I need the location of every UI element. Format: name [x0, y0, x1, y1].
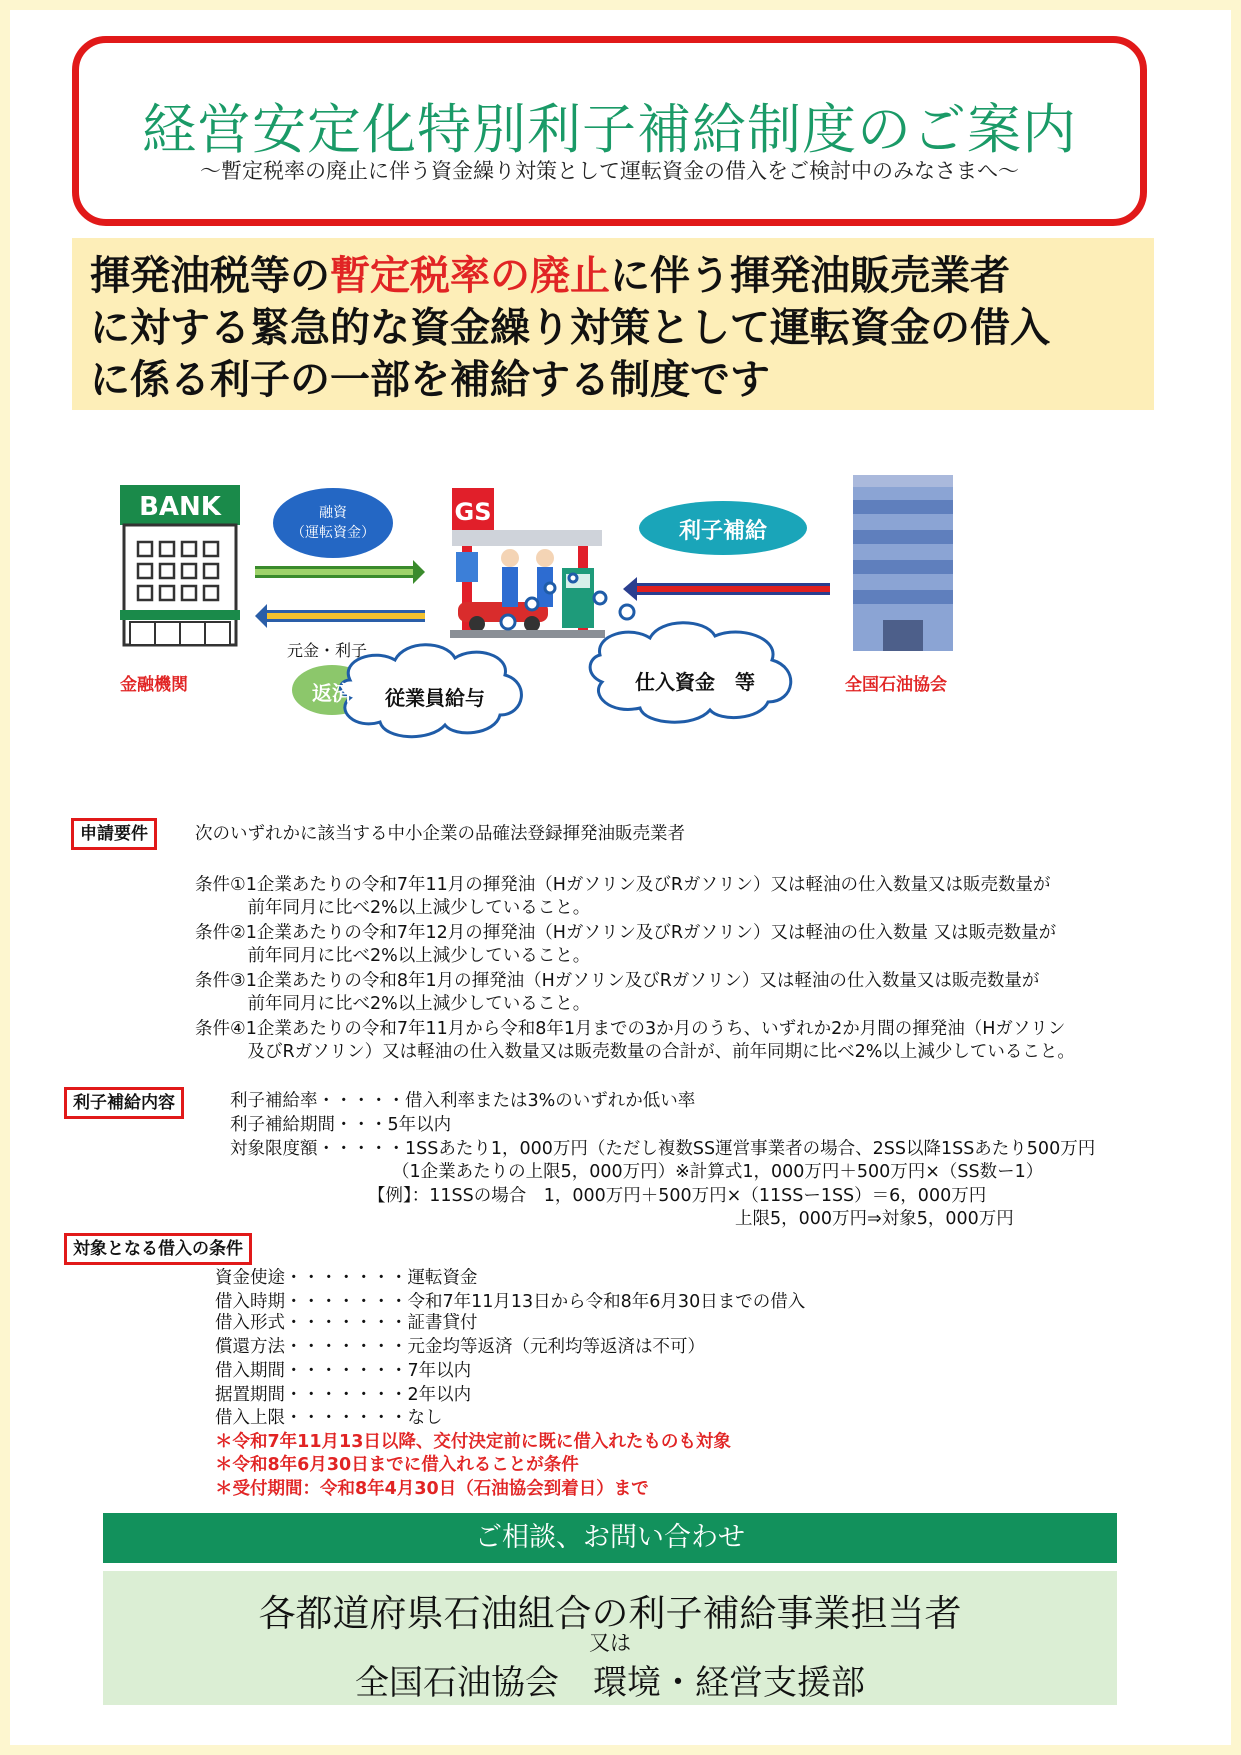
bank-label: 金融機関: [120, 675, 188, 695]
page-subtitle: ～暫定税率の廃止に伴う資金繰り対策として運転資金の借入をご検討中のみなさまへ～: [200, 159, 1019, 183]
loan-line: 借入期間・・・・・・・7年以内: [215, 1361, 472, 1381]
lead-highlight: 暫定税率の廃止: [330, 253, 610, 299]
contact-body: [103, 1571, 1117, 1705]
subsidy-label: 利子補給: [678, 519, 767, 544]
lead-line-1: [90, 244, 1010, 301]
flow-diagram: [100, 470, 1140, 800]
repay-arrow-icon: [255, 604, 425, 628]
subsidy-example: 【例】：11SSの場合 1，000万円＋500万円×（11SSー1SS）＝6，000万円: [368, 1186, 987, 1206]
subsidy-line: （1企業あたりの上限5，000万円）※計算式1，000万円＋500万円×（SS数ー1）: [392, 1162, 1044, 1182]
lead-box: [72, 238, 1154, 410]
lead-line-3: に係る利子の一部を補給する制度です: [90, 357, 770, 403]
association-label: 全国石油協会: [845, 675, 947, 695]
contact-header: ご相談、お問い合わせ: [103, 1513, 1117, 1563]
diagram-graphics: [100, 470, 1140, 800]
cloud-salary-label: 従業員給与: [385, 686, 485, 710]
subsidy-example-cap: 上限5，000万円⇒対象5，000万円: [735, 1209, 1014, 1229]
loan-line: 借入形式・・・・・・・証書貸付: [215, 1313, 478, 1333]
subsidy-tag: 利子補給内容: [64, 1087, 184, 1119]
requirements-intro: 次のいずれかに該当する中小企業の品確法登録揮発油販売業者: [195, 824, 685, 844]
lead-line-1-post: に伴う揮発油販売業者: [610, 253, 1010, 299]
requirements-tag: 申請要件: [71, 818, 157, 850]
association-building-icon: [853, 475, 953, 651]
loan-line: 借入上限・・・・・・・なし: [215, 1408, 443, 1428]
repayment-label: 返済: [312, 681, 352, 705]
loan-line: 償還方法・・・・・・・元金均等返済（元利均等返済は不可）: [215, 1337, 705, 1357]
gs-sign: GS: [454, 498, 492, 526]
loan-line: 借入時期・・・・・・・令和7年11月13日から令和8年6月30日までの借入: [215, 1292, 806, 1312]
condition-line: 条件③1企業あたりの令和8年1月の揮発油（Hガソリン及びRガソリン）又は軽油の仕入数量又は販売数量が: [195, 971, 1040, 991]
lead-line-1-pre: 揮発油税等の: [90, 253, 330, 299]
condition-line: 条件④1企業あたりの令和7年11月から令和8年1月までの3か月のうち、いずれか2か月間の揮発油（Hガソリン: [195, 1019, 1066, 1039]
condition-line: 条件②1企業あたりの令和7年12月の揮発油（Hガソリン及びRガソリン）又は軽油の仕入数量 又は販売数量が: [195, 923, 1057, 943]
contact-line-1: 各都道府県石油組合の利子補給事業担当者: [258, 1592, 962, 1635]
condition-line: 前年同月に比べ2%以上減少していること。: [195, 898, 591, 918]
loan-label-1: 融資: [319, 505, 347, 521]
loan-note: ＊令和7年11月13日以降、交付決定前に既に借入れたものも対象: [215, 1432, 731, 1452]
contact-line-3: 全国石油協会 環境・経営支援部: [355, 1663, 865, 1703]
loan-tag: 対象となる借入の条件: [64, 1233, 252, 1265]
page-title: 経営安定化特別利子補給制度のご案内: [142, 98, 1077, 161]
subsidy-line: 対象限度額・・・・・1SSあたり1，000万円（ただし複数SS運営事業者の場合、2SS以降1SSあたり500万円: [230, 1139, 1096, 1159]
loan-line: 据置期間・・・・・・・2年以内: [215, 1385, 472, 1405]
loan-note: ＊令和8年6月30日までに借入れることが条件: [215, 1455, 579, 1475]
condition-line: 条件①1企業あたりの令和7年11月の揮発油（Hガソリン及びRガソリン）又は軽油の仕入数量又は販売数量が: [195, 875, 1051, 895]
loan-arrow-icon: [255, 560, 425, 584]
loan-line: 資金使途・・・・・・・運転資金: [215, 1268, 478, 1288]
loan-label-2: （運転資金）: [291, 525, 375, 541]
title-box: [72, 36, 1147, 226]
subsidy-arrow-icon: [623, 577, 830, 601]
contact-line-2: 又は: [589, 1631, 631, 1655]
condition-line: 前年同月に比べ2%以上減少していること。: [195, 994, 591, 1014]
bank-sign: BANK: [139, 492, 221, 522]
loan-note: ＊受付期間：令和8年4月30日（石油協会到着日）まで: [215, 1479, 649, 1499]
subsidy-line: 利子補給期間・・・5年以内: [230, 1115, 452, 1135]
principal-interest-label: 元金・利子: [287, 641, 368, 660]
condition-line: 及びRガソリン）又は軽油の仕入数量又は販売数量の合計が、前年同期に比べ2%以上減少していること。: [195, 1042, 1075, 1062]
subsidy-line: 利子補給率・・・・・借入利率または3%のいずれか低い率: [230, 1091, 696, 1111]
cloud-purchase-label: 仕入資金 等: [635, 670, 755, 694]
lead-line-2: に対する緊急的な資金繰り対策として運転資金の借入: [90, 305, 1050, 351]
condition-line: 前年同月に比べ2%以上減少していること。: [195, 946, 591, 966]
